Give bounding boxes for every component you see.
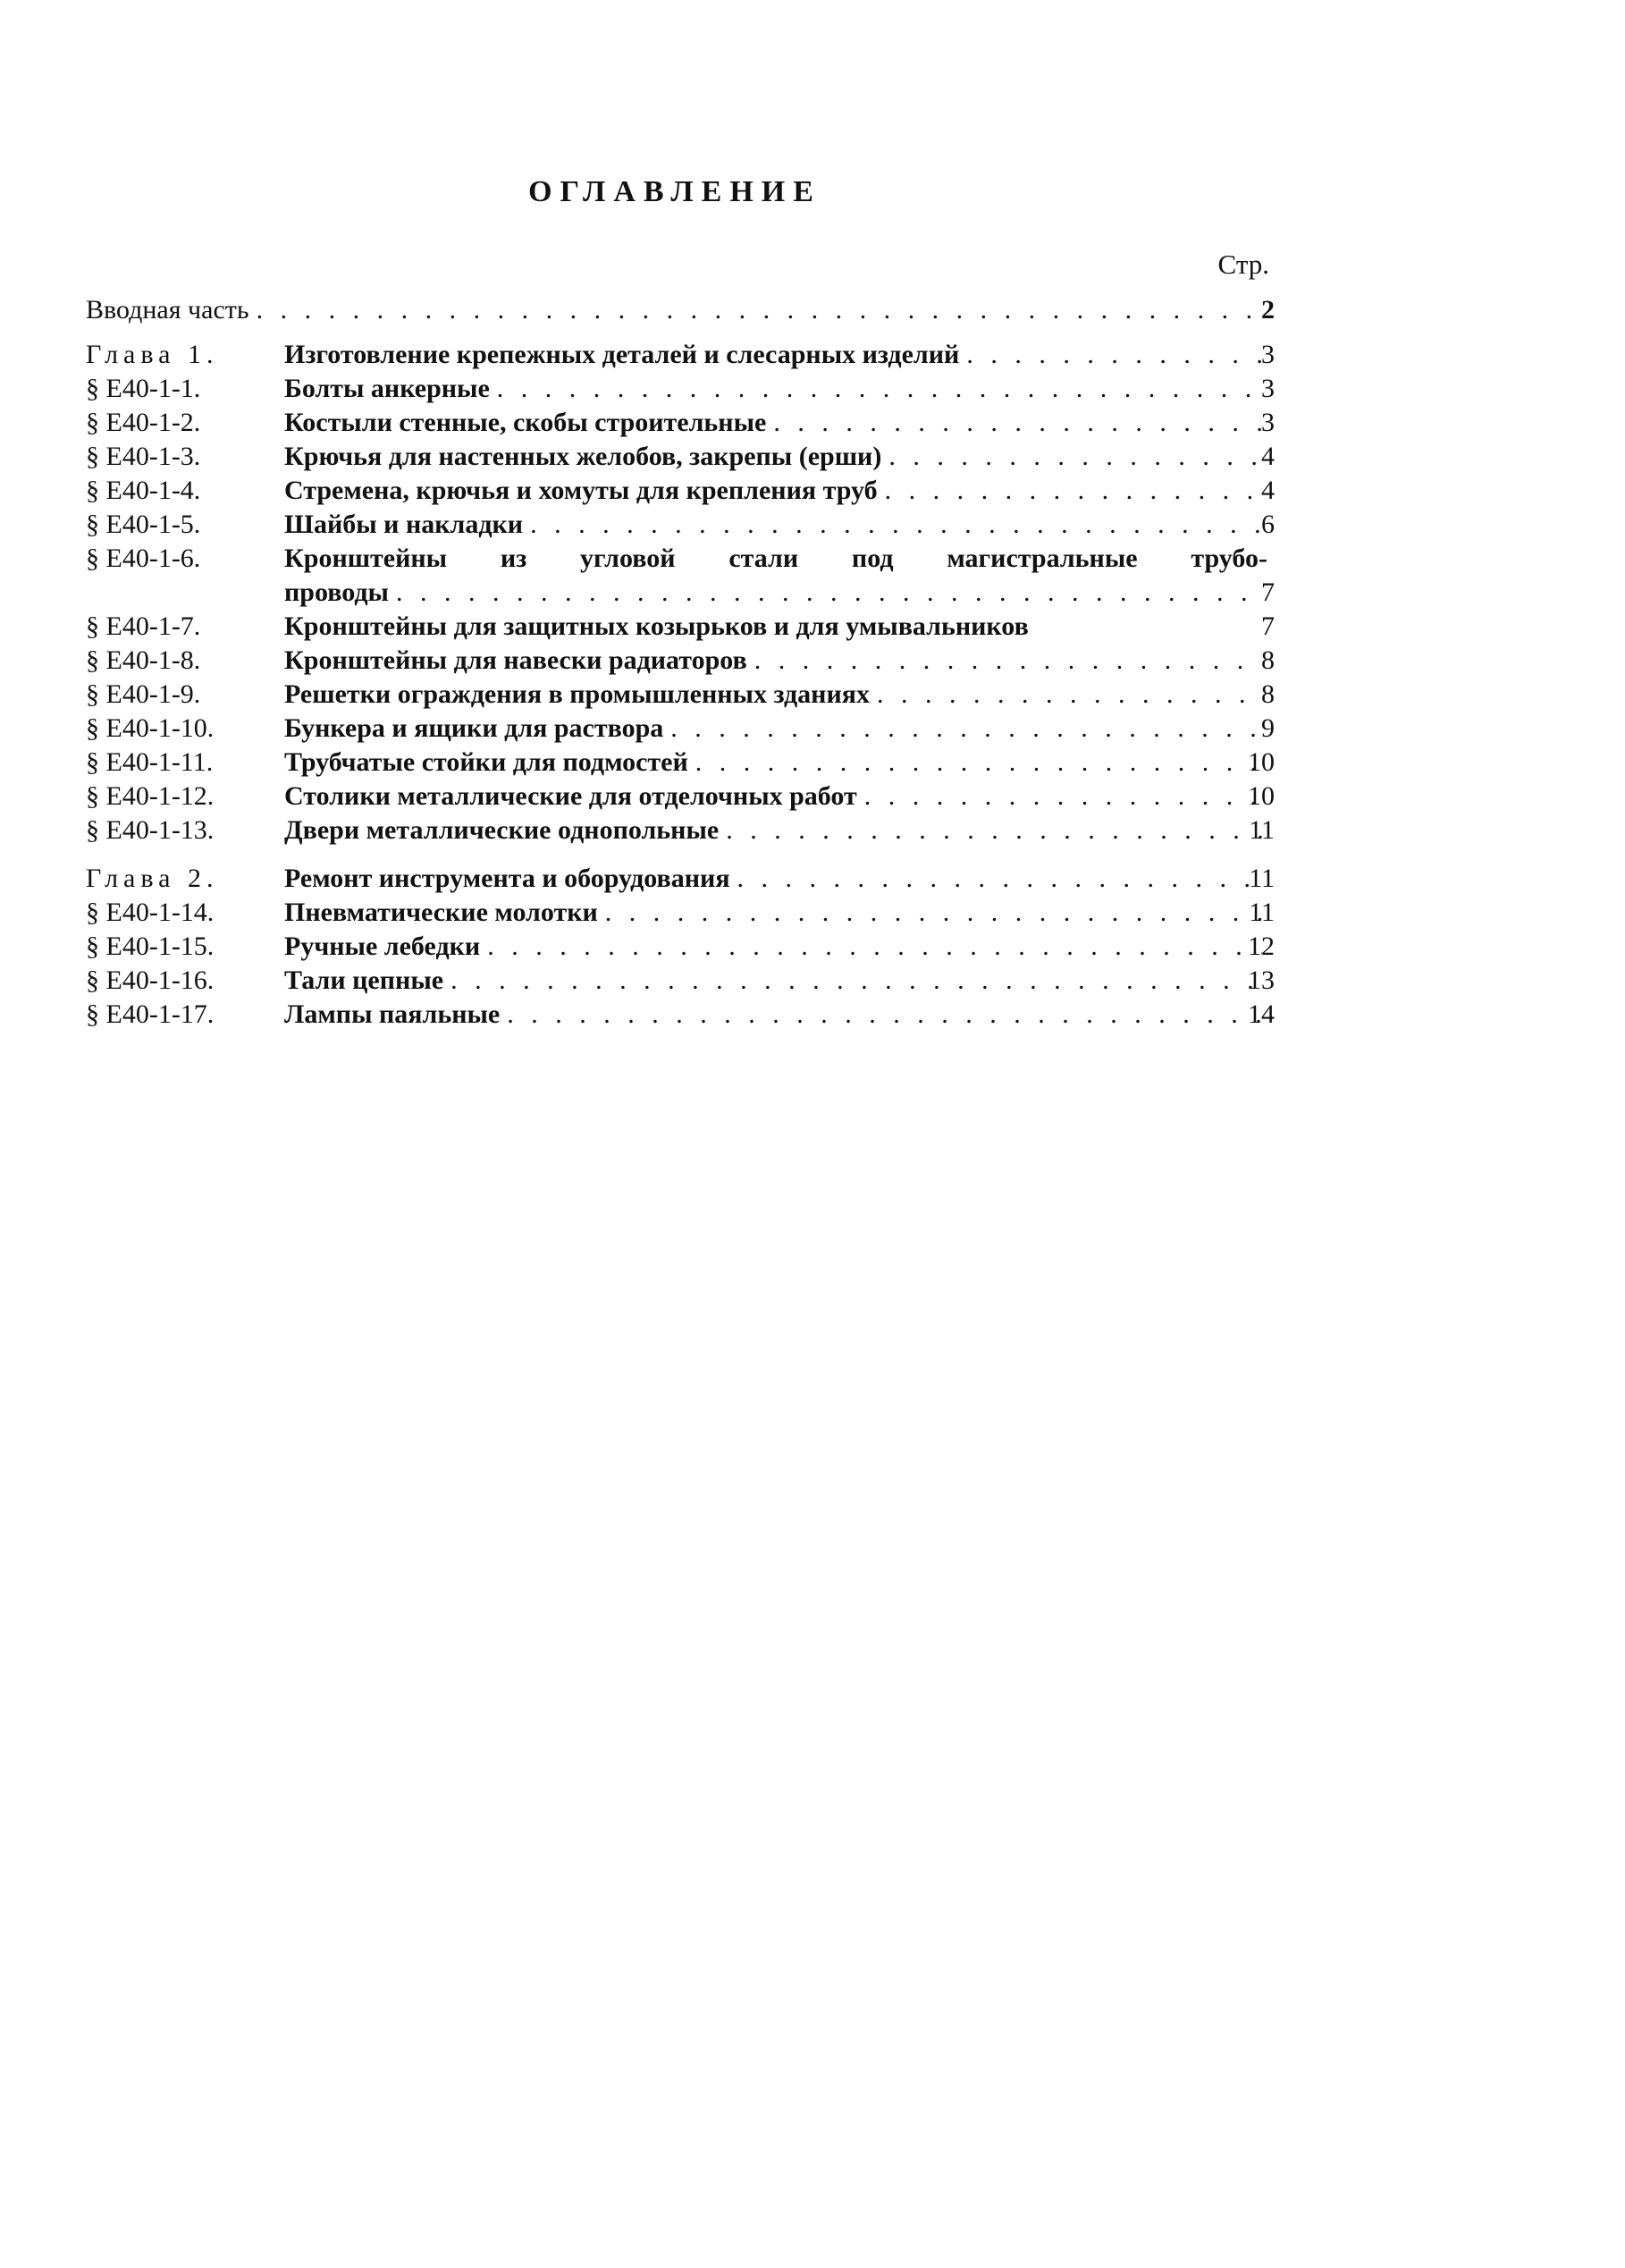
toc-entry-label: Двери металлические однопольные: [284, 815, 720, 845]
toc-entry-word: трубо-: [1191, 544, 1267, 573]
toc-entry-page: 3: [1261, 374, 1275, 403]
toc-entry-label: Трубчатые стойки для подмостей: [284, 747, 688, 777]
toc-entry-word: из: [500, 544, 527, 573]
toc-entry-label: Шайбы и накладки: [284, 510, 524, 539]
toc-entry-code: § Е40-1-11.: [86, 747, 214, 777]
toc-entry-page: 4: [1261, 442, 1275, 471]
toc-entry-label-line: [284, 542, 1267, 576]
toc-entry-page: 8: [1261, 645, 1275, 675]
toc-entry-code: § Е40-1-14.: [86, 898, 215, 927]
toc-entry[interactable]: [86, 678, 1275, 712]
toc-entry-intro[interactable]: [86, 293, 1275, 327]
leader-dots: [726, 814, 1262, 847]
toc-entry[interactable]: [86, 998, 1275, 1032]
toc-entry[interactable]: [86, 610, 1275, 644]
toc-entry-label: Решетки ограждения в промышленных зданиях: [284, 679, 870, 709]
toc-entry[interactable]: [86, 644, 1275, 678]
toc-entry-word: магистральные: [947, 544, 1138, 573]
toc-entry-code: § Е40-1-8.: [86, 645, 201, 675]
toc-entry-page: 10: [1248, 781, 1275, 811]
toc-entry[interactable]: [86, 372, 1275, 406]
toc-entry-code: § Е40-1-4.: [86, 476, 201, 505]
toc-entry-page: 7: [1261, 611, 1275, 641]
leader-dots: [257, 293, 1262, 327]
toc-entry-code: § Е40-1-2.: [86, 408, 201, 437]
toc-entry-label: Кронштейны для навески радиаторов: [284, 645, 747, 675]
toc-chapter-code: Глава 1.: [86, 340, 219, 369]
toc-entry-page: 2: [1261, 295, 1275, 325]
toc-chapter-label: Изготовление крепежных деталей и слесарных изделий: [284, 340, 960, 369]
toc-chapter-code: Глава 2.: [86, 864, 219, 893]
toc-entry-label: Костыли стенные, скобы строительные: [284, 408, 767, 437]
toc-entry-code: § Е40-1-9.: [86, 679, 201, 709]
toc-entry-page: 4: [1261, 476, 1275, 505]
toc-entry-code: § Е40-1-1.: [86, 374, 201, 403]
toc-entry-code: § Е40-1-16.: [86, 965, 215, 995]
toc-entry-page: 11: [1249, 898, 1275, 927]
leader-dots: [396, 576, 1262, 610]
toc-entry-page: 9: [1261, 713, 1275, 743]
toc-entry-label: Болты анкерные: [284, 374, 490, 403]
toc-entry[interactable]: [86, 780, 1275, 814]
toc-entry-page: 11: [1249, 815, 1275, 845]
toc-entry-page: 3: [1261, 340, 1275, 369]
toc-entry-code: § Е40-1-6.: [86, 544, 201, 573]
toc-entry-word: стали: [728, 544, 799, 573]
toc-entry-code: § Е40-1-10.: [86, 713, 215, 743]
toc-entry-label: Стремена, крючья и хомуты для крепления труб: [284, 476, 878, 505]
toc-entry[interactable]: [86, 746, 1275, 780]
toc-entry-page: 10: [1248, 747, 1275, 777]
toc-entry[interactable]: [86, 814, 1275, 847]
leader-dots: [773, 406, 1262, 440]
toc-entry-page: 8: [1261, 679, 1275, 709]
toc-entry[interactable]: [86, 474, 1275, 508]
leader-dots: [754, 644, 1262, 678]
toc-entry-code: § Е40-1-17.: [86, 999, 215, 1029]
toc-entry[interactable]: [86, 508, 1275, 542]
leader-dots: [605, 896, 1262, 930]
toc-entry[interactable]: [86, 930, 1275, 964]
toc-entry-code: § Е40-1-5.: [86, 510, 201, 539]
toc-entry-page: 13: [1248, 965, 1275, 995]
toc-entry-label: Ручные лебедки: [284, 932, 481, 961]
leader-dots: [487, 930, 1262, 964]
toc-entry-code: § Е40-1-15.: [86, 932, 215, 961]
toc-entry-label: Столики металлические для отделочных работ: [284, 781, 857, 811]
toc-entry-code: § Е40-1-3.: [86, 442, 201, 471]
toc-entry-label: Пневматические молотки: [284, 898, 598, 927]
toc-chapter-label: Ремонт инструмента и оборудования: [284, 864, 730, 893]
toc-entry-code: § Е40-1-7.: [86, 611, 201, 641]
toc-entry-word: Кронштейны: [284, 544, 448, 573]
toc-chapter-2[interactable]: [86, 862, 1275, 896]
toc-entry-label: Вводная часть: [86, 295, 249, 325]
page-column-label: Стр.: [1217, 249, 1269, 280]
toc-entry[interactable]: [86, 440, 1275, 474]
table-of-contents: [86, 293, 1275, 1032]
leader-dots: [507, 998, 1262, 1032]
toc-entry-label: Лампы паяльные: [284, 999, 501, 1029]
leader-dots: [497, 372, 1262, 406]
page-title: ОГЛАВЛЕНИЕ: [528, 175, 821, 208]
toc-entry[interactable]: [86, 712, 1275, 746]
toc-entry-page: 6: [1261, 510, 1275, 539]
toc-entry-label: проводы: [284, 578, 389, 607]
toc-entry-page: 12: [1248, 932, 1275, 961]
leader-dots: [695, 746, 1262, 780]
toc-entry-label: Крючья для настенных желобов, закрепы (ерши): [284, 442, 882, 471]
toc-entry[interactable]: [86, 406, 1275, 440]
toc-entry-label: Тали цепные: [284, 965, 444, 995]
toc-entry-label: Кронштейны для защитных козырьков и для умывальников: [284, 611, 1029, 641]
toc-entry[interactable]: [86, 542, 1275, 610]
toc-entry-page: 7: [1261, 578, 1275, 607]
toc-entry-code: § Е40-1-12.: [86, 781, 215, 811]
toc-entry-code: § Е40-1-13.: [86, 815, 215, 845]
toc-entry-word: угловой: [580, 544, 676, 573]
toc-entry-page: 14: [1248, 999, 1275, 1029]
leader-dots: [450, 964, 1262, 998]
leader-dots: [530, 508, 1262, 542]
leader-dots: [737, 862, 1262, 896]
toc-entry-word: под: [851, 544, 894, 573]
toc-entry[interactable]: [86, 896, 1275, 930]
leader-dots: [670, 712, 1262, 746]
toc-entry[interactable]: [86, 964, 1275, 998]
toc-entry-page: 11: [1249, 864, 1275, 893]
toc-entry-page: 3: [1261, 408, 1275, 437]
toc-chapter-1[interactable]: [86, 338, 1275, 372]
toc-entry-label: Бункера и ящики для раствора: [284, 713, 664, 743]
